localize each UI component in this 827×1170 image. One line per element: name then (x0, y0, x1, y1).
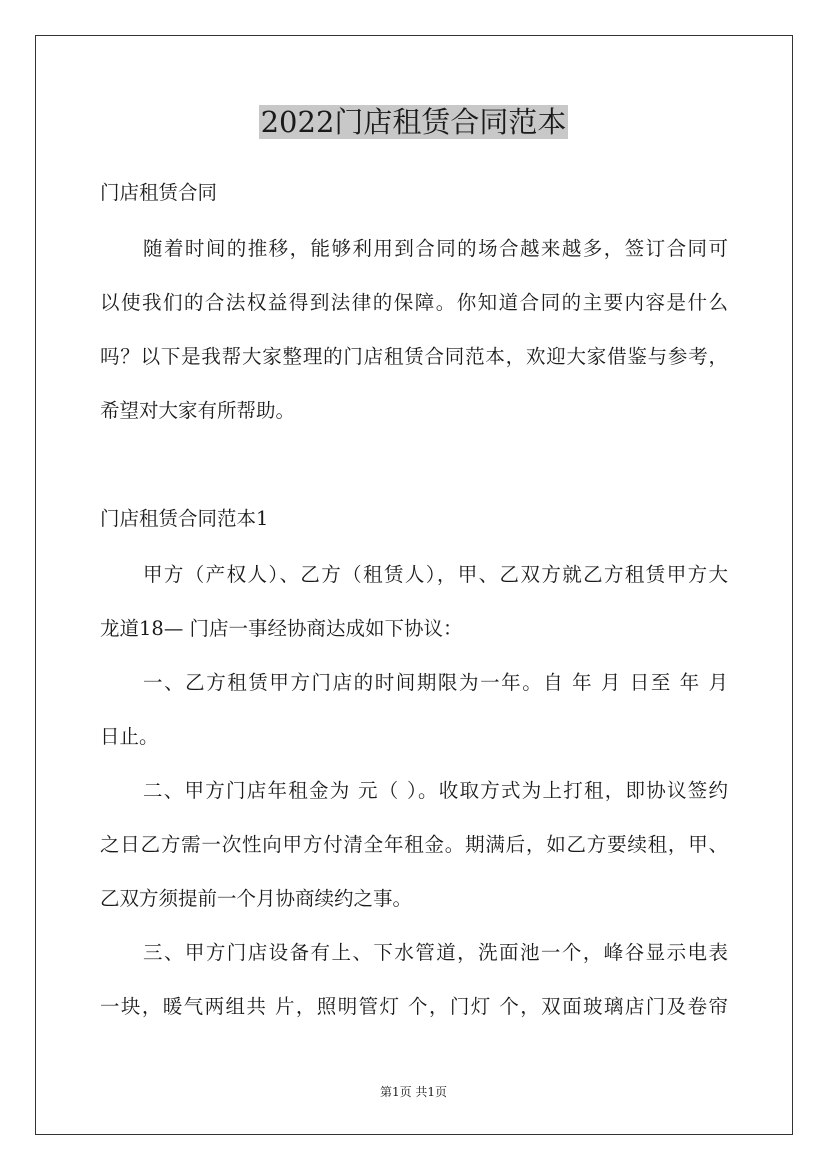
paragraph-line: 希望对大家有所帮助。 (100, 399, 296, 422)
paragraph-line: 日止。 (100, 725, 159, 748)
paragraph-line: 一块，暖气两组共 片，照明管灯 个，门灯 个，双面玻璃店门及卷帘 (100, 995, 728, 1018)
paragraph-line: 吗？以下是我帮大家整理的门店租赁合同范本，欢迎大家借鉴与参考， (100, 345, 728, 368)
section-heading: 门店租赁合同 (100, 181, 218, 204)
paragraph-line: 乙双方须提前一个月协商续约之事。 (100, 887, 413, 910)
paragraph-line: 随着时间的推移，能够利用到合同的场合越来越多，签订合同可 (143, 237, 728, 260)
page-number: 第1页 共1页 (379, 1085, 448, 1099)
paragraph-line: 甲方（产权人）、乙方（租赁人），甲、乙双方就乙方租赁甲方大 (143, 563, 728, 586)
paragraph-line: 龙道18— 门店一事经协商达成如下协议： (100, 617, 463, 640)
paragraph-line: 一、乙方租赁甲方门店的时间期限为一年。自 年 月 日至 年 月 (143, 671, 728, 694)
document-title (0, 100, 827, 144)
document-title-text: 2022门店租赁合同范本 (260, 105, 567, 139)
paragraph-line: 三、甲方门店设备有上、下水管道，洗面池一个，峰谷显示电表 (143, 941, 728, 964)
paragraph-line: 以使我们的合法权益得到法律的保障。你知道合同的主要内容是什么 (100, 291, 728, 314)
paragraph-line: 二、甲方门店年租金为 元（ ）。收取方式为上打租，即协议签约 (143, 779, 728, 802)
section-heading: 门店租赁合同范本1 (100, 507, 269, 530)
paragraph-line: 之日乙方需一次性向甲方付清全年租金。期满后，如乙方要续租，甲、 (100, 833, 728, 856)
